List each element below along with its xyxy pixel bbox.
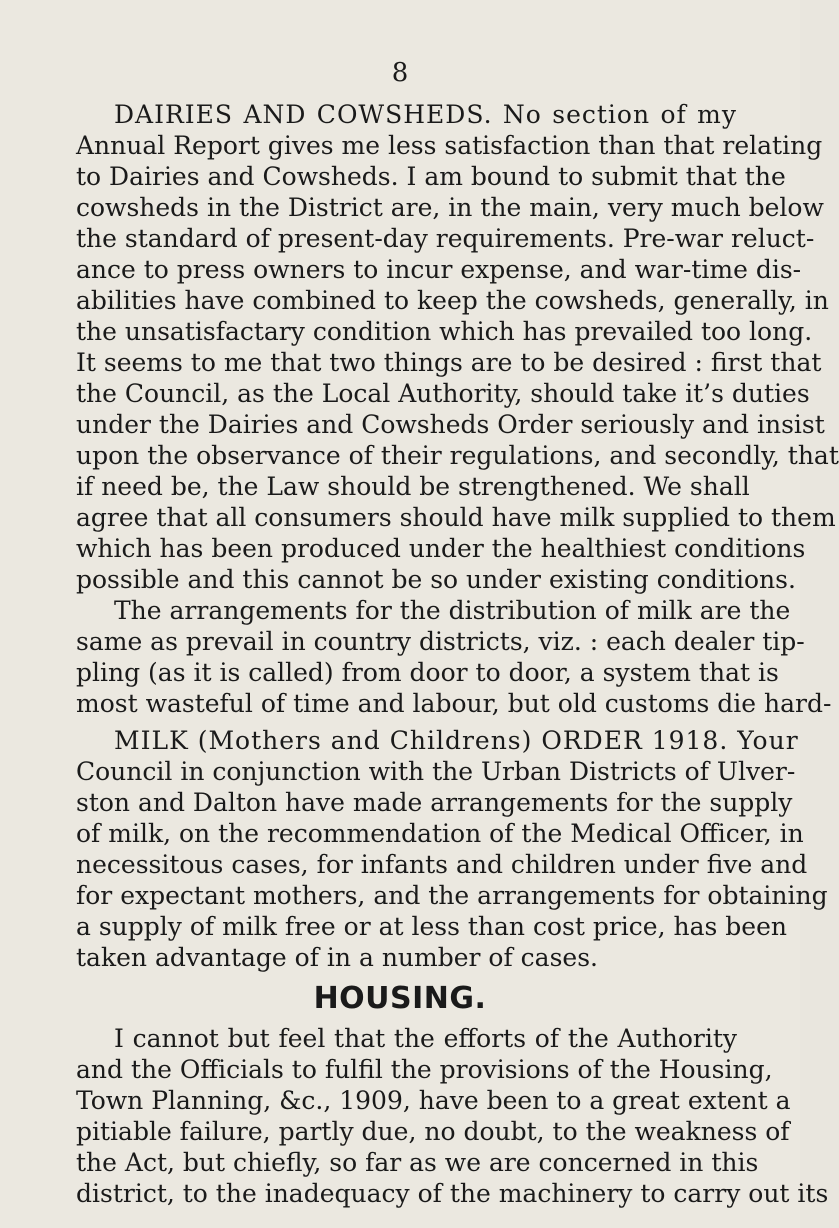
paragraph-line: the Council, as the Local Authority, should take it’s duties [76, 379, 810, 408]
paragraph-line: ance to press owners to incur expense, and war-time dis- [76, 255, 802, 284]
paragraph-line: ston and Dalton have made arrangements for the supply [76, 788, 793, 817]
paragraph-line: necessitous cases, for infants and children under five and [76, 850, 808, 879]
paragraph-line: if need be, the Law should be strengthened. We shall [76, 472, 750, 501]
paragraph-line: cowsheds in the District are, in the main, very much below [76, 193, 824, 222]
paragraph-line: under the Dairies and Cowsheds Order seriously and insist [76, 410, 825, 439]
paragraph-line: and the Officials to fulfil the provisions of the Housing, [76, 1055, 773, 1084]
paragraph-line: It seems to me that two things are to be desired : first that [76, 348, 822, 377]
paragraph-line: pling (as it is called) from door to door, a system that is [76, 658, 779, 687]
paragraph-line: most wasteful of time and labour, but old customs die hard- [76, 689, 832, 718]
section-heading: HOUSING. [313, 981, 487, 1016]
paragraph-line: Town Planning, &c., 1909, have been to a great extent a [76, 1086, 791, 1115]
paragraph-line: for expectant mothers, and the arrangements for obtaining [76, 881, 828, 910]
paragraph-line: the unsatisfactary condition which has prevailed too long. [76, 317, 813, 346]
paragraph-line: to Dairies and Cowsheds. I am bound to submit that the [76, 162, 786, 191]
paragraph-line: MILK (Mothers and Childrens) ORDER 1918. Your [114, 726, 799, 755]
paragraph-line: taken advantage of in a number of cases. [76, 943, 598, 972]
paragraph-line: pitiable failure, partly due, no doubt, to the weakness of [76, 1117, 790, 1146]
paragraph-line: a supply of milk free or at less than cost price, has been [76, 912, 787, 941]
paragraph-line: of milk, on the recommendation of the Medical Officer, in [76, 819, 804, 848]
paragraph-line: DAIRIES AND COWSHEDS. No section of my [114, 100, 737, 129]
paragraph-line: abilities have combined to keep the cowsheds, generally, in [76, 286, 829, 315]
paragraph-line: same as prevail in country districts, viz. : each dealer tip- [76, 627, 805, 656]
page-number: 8 [391, 58, 409, 88]
paragraph-line: Annual Report gives me less satisfaction than that relating [76, 131, 823, 160]
paragraph-line: district, to the inadequacy of the machinery to carry out its [76, 1179, 829, 1208]
paragraph-line: the Act, but chiefly, so far as we are concerned in this [76, 1148, 759, 1177]
paragraph-line: agree that all consumers should have milk supplied to them [76, 503, 836, 532]
paragraph-line: Council in conjunction with the Urban Districts of Ulver- [76, 757, 796, 786]
paragraph-line: I cannot but feel that the efforts of the Authority [114, 1024, 737, 1053]
paragraph-line: which has been produced under the healthiest conditions [76, 534, 806, 563]
paragraph-line: The arrangements for the distribution of milk are the [114, 596, 791, 625]
paragraph-line: the standard of present-day requirements. Pre-war reluct- [76, 224, 815, 253]
paragraph-line: possible and this cannot be so under existing conditions. [76, 565, 796, 594]
paragraph-line: upon the observance of their regulations, and secondly, that [76, 441, 839, 470]
